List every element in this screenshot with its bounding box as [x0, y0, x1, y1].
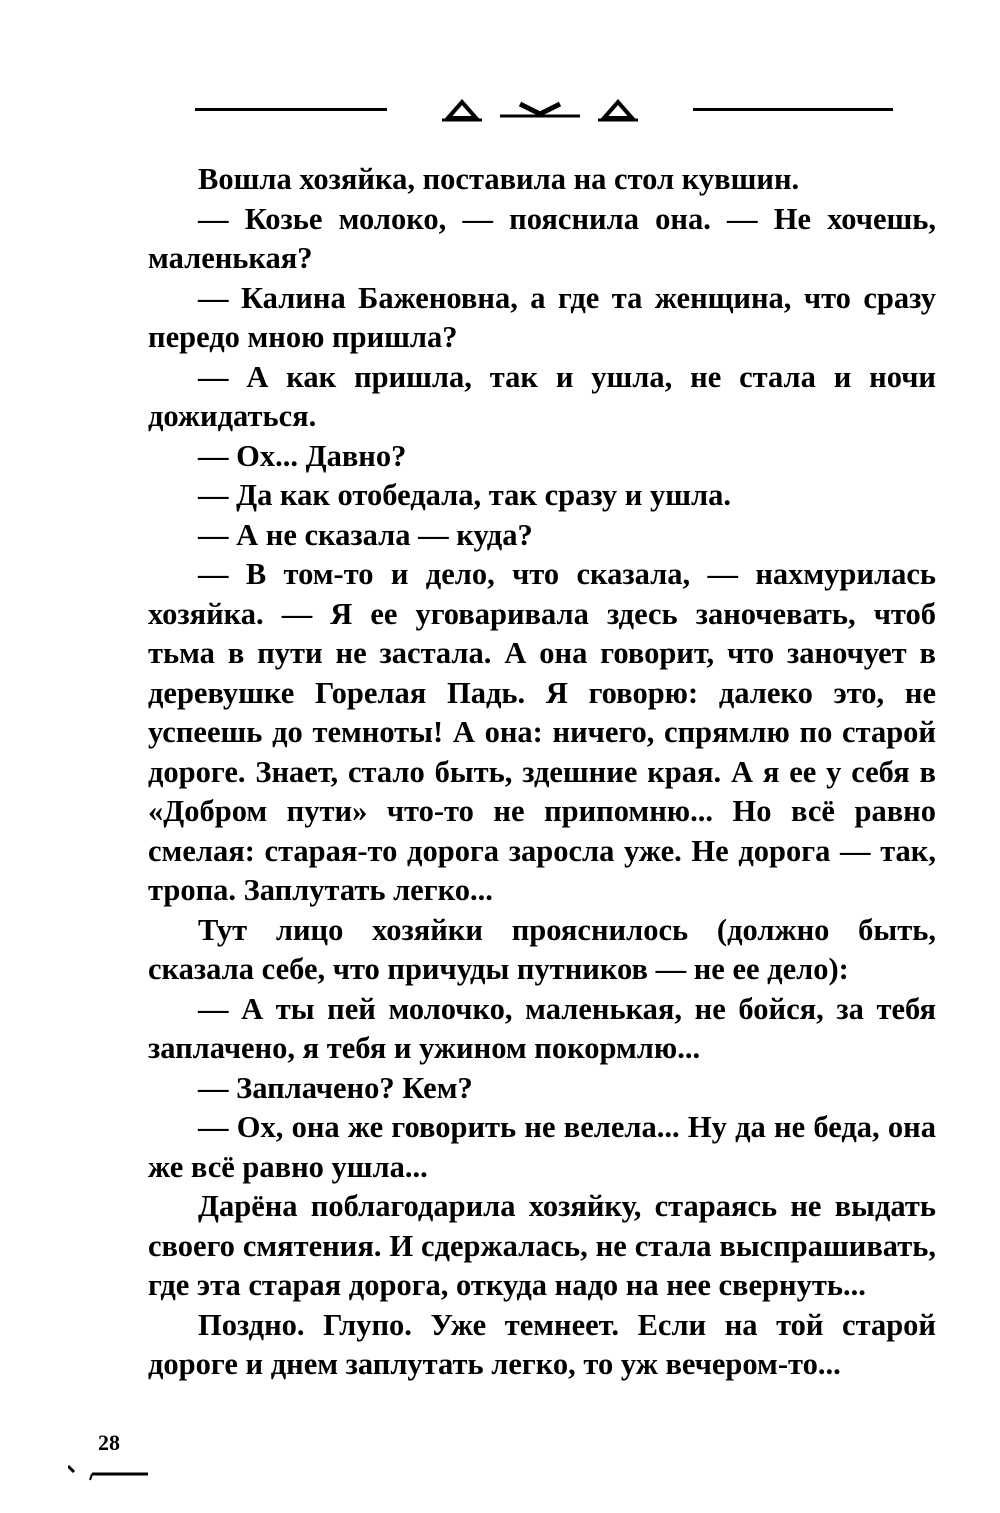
paragraph: — Ох, она же говорить не велела... Ну да не беда, она же всё равно ушла...: [148, 1110, 936, 1184]
page-number: 28: [98, 1430, 120, 1455]
paragraph: — Да как отобедала, так сразу и ушла.: [198, 478, 731, 512]
paragraph: — А не сказала — куда?: [198, 517, 533, 552]
paragraph: Дарёна поблагодарила хозяйку, стараясь не выдать своего смятения. И сдержалась, не стала выспрашивать, где эта старая дорога, откуда надо на нее свернуть...: [148, 1189, 936, 1302]
paragraph: Вошла хозяйка, поставила на стол кувшин.: [198, 162, 800, 196]
paragraph: — А ты пей молочко, маленькая, не бойся, за тебя заплачено, я тебя и ужином покормлю...: [148, 991, 936, 1065]
paragraph: Поздно. Глупо. Уже темнеет. Если на той старой дороге и днем заплутать легко, то уж вечером-то...: [148, 1307, 936, 1381]
paragraph: — Козье молоко, — пояснила она. — Не хочешь, маленькая?: [148, 201, 936, 275]
text-body: [148, 160, 936, 1385]
paragraph: Тут лицо хозяйки прояснилось (должно быть, сказала себе, что причуды путников — не ее дело):: [148, 912, 936, 986]
paragraph: — В том-то и дело, что сказала, — нахмурилась хозяйка. — Я ее уговаривала здесь заночевать, чтоб тьма в пути не застала. А она говорит, что заночует в деревушке Горелая Падь. Я говорю: далеко это, не успеешь до темноты! А она: ничего, спрямлю по старой дороге. Знает, стало быть, здешние края. А я ее у себя в «Добром пути» что-то не припомню... Но всё равно смелая: старая-то дорога заросла уже. Не дорога — так, тропа. Заплутать легко...: [148, 557, 936, 907]
paragraph: — Ох... Давно?: [198, 438, 407, 473]
paragraph: — Заплачено? Кем?: [198, 1070, 473, 1105]
footer-ornament-icon: [68, 1462, 158, 1482]
ornament-icon: [440, 92, 640, 126]
paragraph: — А как пришла, так и ушла, не стала и ночи дожидаться.: [148, 359, 936, 433]
header-ornament: [195, 88, 895, 128]
header-rule-left: [195, 108, 387, 111]
header-rule-right: [693, 108, 893, 111]
paragraph: — Калина Баженовна, а где та женщина, что сразу передо мною пришла?: [148, 280, 936, 354]
